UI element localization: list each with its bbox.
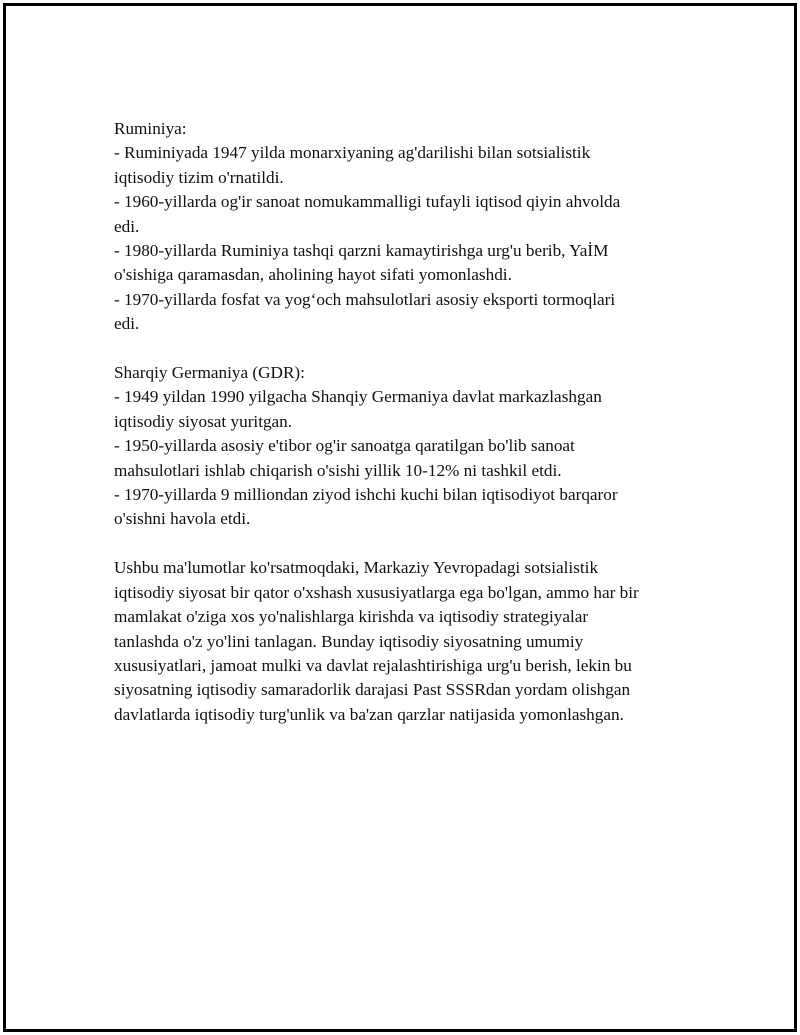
document-body xyxy=(114,117,704,727)
text-line: Ushbu ma'lumotlar ko'rsatmoqdaki, Markaziy Yevropadagi sotsialistik xyxy=(114,558,599,578)
text-line: - 1970-yillarda fosfat va yog‘och mahsulotlari asosiy eksporti tormoqlari xyxy=(114,289,616,309)
text-line: siyosatning iqtisodiy samaradorlik darajasi Past SSSRdan yordam olishgan xyxy=(114,680,631,700)
text-line: - Ruminiyada 1947 yilda monarxiyaning ag'darilishi bilan sotsialistik xyxy=(114,143,591,163)
text-line: o'sishni havola etdi. xyxy=(114,509,251,529)
text-line: - 1960-yillarda og'ir sanoat nomukammalligi tufayli iqtisod qiyin ahvolda xyxy=(114,192,621,212)
text-line: edi. xyxy=(114,314,140,334)
text-line: iqtisodiy siyosat yuritgan. xyxy=(114,411,293,431)
section-conclusion xyxy=(114,556,704,727)
text-line: edi. xyxy=(114,216,140,236)
text-line: davlatlarda iqtisodiy turg'unlik va ba'zan qarzlar natijasida yomonlashgan. xyxy=(114,704,624,724)
text-line: iqtisodiy siyosat bir qator o'xshash xususiyatlarga ega bo'lgan, ammo har bir xyxy=(114,582,639,602)
text-line: xususiyatlari, jamoat mulki va davlat rejalashtirishiga urg'u berish, lekin bu xyxy=(114,655,632,675)
text-line: - 1980-yillarda Ruminiya tashqi qarzni kamaytirishga urg'u berib, YaİM xyxy=(114,241,609,261)
text-line: mamlakat o'ziga xos yo'nalishlarga kirishda va iqtisodiy strategiyalar xyxy=(114,607,589,627)
text-line: mahsulotlari ishlab chiqarish o'sishi yillik 10-12% ni tashkil etdi. xyxy=(114,460,562,480)
section-east-germany xyxy=(114,361,704,532)
section-romania xyxy=(114,117,704,337)
text-line: tanlashda o'z yo'lini tanlagan. Bunday iqtisodiy siyosatning umumiy xyxy=(114,631,584,651)
section-heading: Ruminiya: xyxy=(114,119,187,138)
text-line: iqtisodiy tizim o'rnatildi. xyxy=(114,167,284,187)
section-heading: Sharqiy Germaniya (GDR): xyxy=(114,363,305,383)
text-line: - 1949 yildan 1990 yilgacha Shanqiy Germaniya davlat markazlashgan xyxy=(114,387,602,407)
text-line: - 1950-yillarda asosiy e'tibor og'ir sanoatga qaratilgan bo'lib sanoat xyxy=(114,436,575,456)
text-line: o'sishiga qaramasdan, aholining hayot sifati yomonlashdi. xyxy=(114,265,512,285)
text-line: - 1970-yillarda 9 milliondan ziyod ishchi kuchi bilan iqtisodiyot barqaror xyxy=(114,485,618,505)
